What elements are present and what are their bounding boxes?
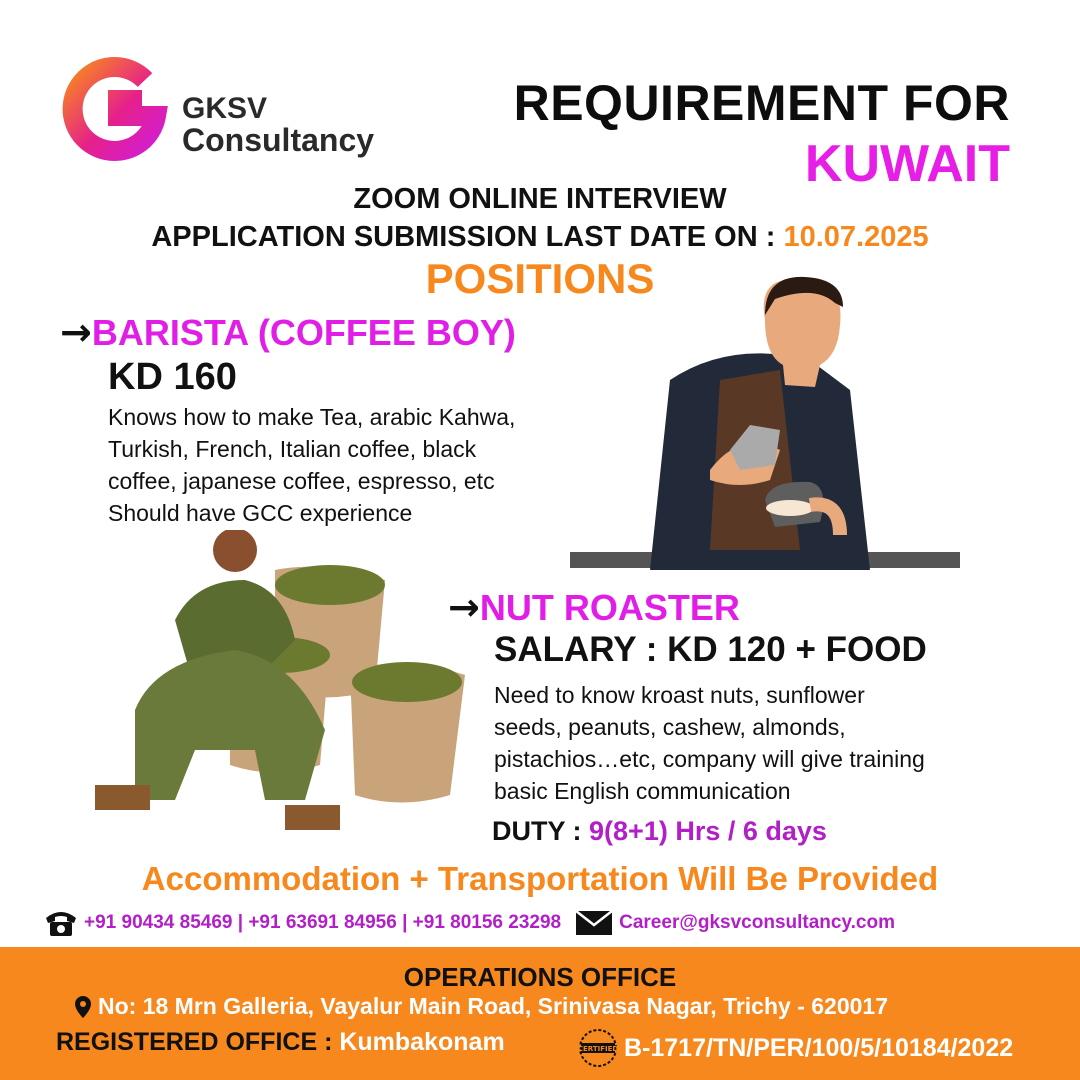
license-line (578, 1028, 1013, 1068)
gksv-logo-icon (60, 56, 170, 166)
last-date-label: APPLICATION SUBMISSION LAST DATE ON : (151, 221, 776, 253)
last-date-value: 10.07.2025 (783, 221, 929, 253)
job-pay: SALARY : KD 120 + FOOD (494, 630, 927, 669)
job-description (108, 401, 515, 529)
description-line: Need to know kroast nuts, sunflower (494, 682, 865, 708)
interview-mode: ZOOM ONLINE INTERVIEW (353, 183, 727, 215)
country-title: KUWAIT (804, 135, 1010, 193)
description-line: seeds, peanuts, cashew, almonds, (494, 714, 846, 740)
job-title: BARISTA (COFFEE BOY) (91, 312, 516, 353)
positions-heading: POSITIONS (425, 255, 655, 302)
description-line: Should have GCC experience (108, 500, 413, 526)
benefits-line: Accommodation + Transportation Will Be Provided (141, 860, 939, 897)
address-text: No: 18 Mrn Galleria, Vayalur Main Road, Srinivasa Nagar, Trichy - 620017 (98, 993, 889, 1019)
description-line: Knows how to make Tea, arabic Kahwa, (108, 404, 516, 430)
job-title-row-nut-roaster (448, 585, 740, 629)
contact-phones[interactable]: +91 90434 85469 | +91 63691 84956 | +91 80156 23298 (84, 912, 562, 933)
arrow-right-icon: → (448, 585, 480, 629)
mail-icon (575, 910, 613, 936)
description-line: Turkish, French, Italian coffee, black (108, 436, 477, 462)
last-date-line (0, 221, 1080, 254)
arrow-right-icon: → (60, 310, 92, 354)
svg-text:CERTIFIED: CERTIFIED (578, 1045, 618, 1053)
job-pay: KD 160 (108, 356, 237, 398)
contact-email[interactable]: Career@gksvconsultancy.com (619, 912, 895, 933)
nut-roaster-illustration (95, 530, 475, 840)
certified-stamp-icon (578, 1028, 618, 1068)
brand-name: GKSV (182, 92, 268, 125)
job-title: NUT ROASTER (479, 587, 740, 628)
duty-line (492, 816, 827, 847)
description-line: pistachios…etc, company will give training (494, 746, 925, 772)
duty-value: 9(8+1) Hrs / 6 days (589, 816, 827, 846)
address-line (74, 993, 888, 1020)
description-line: basic English communication (494, 778, 791, 804)
page-title: REQUIREMENT FOR (513, 75, 1010, 131)
barista-illustration (560, 270, 970, 570)
contact-line (44, 908, 895, 938)
description-line: coffee, japanese coffee, espresso, etc (108, 468, 495, 494)
job-title-row-barista (60, 310, 516, 354)
phone-icon (44, 908, 78, 938)
brand-subname: Consultancy (182, 122, 375, 158)
registered-office-label: REGISTERED OFFICE : (56, 1028, 333, 1056)
registered-office-value: Kumbakonam (339, 1028, 505, 1056)
job-description (494, 679, 925, 807)
operations-office-heading: OPERATIONS OFFICE (403, 962, 677, 992)
duty-label: DUTY : (492, 816, 582, 846)
registered-office (56, 1028, 505, 1057)
license-number: B-1717/TN/PER/100/5/10184/2022 (624, 1033, 1014, 1062)
location-pin-icon (74, 995, 92, 1019)
